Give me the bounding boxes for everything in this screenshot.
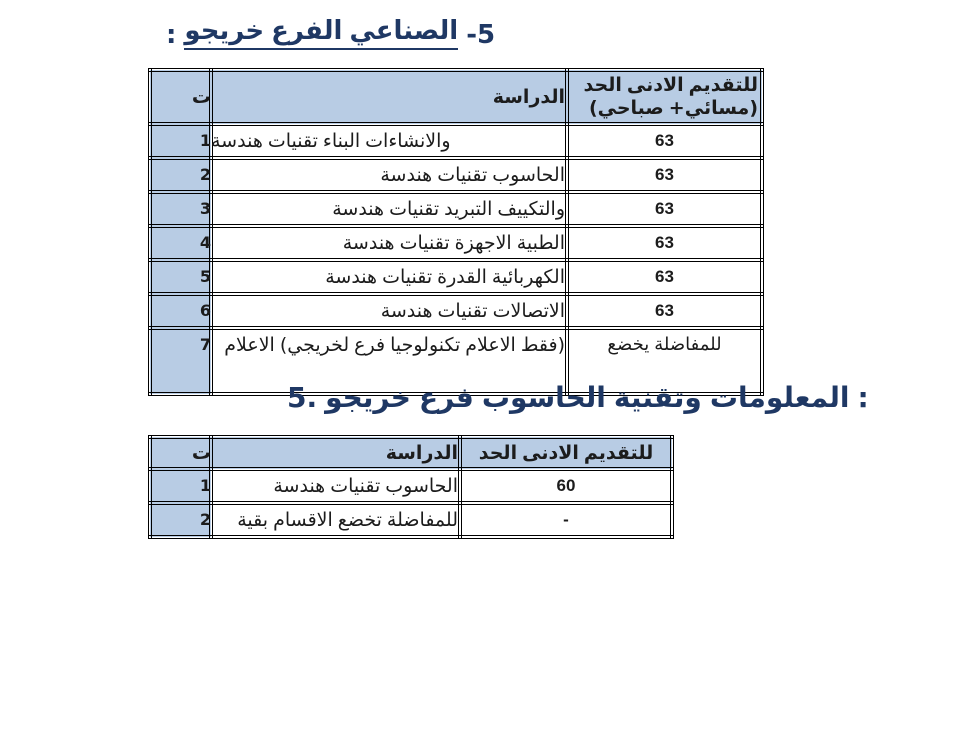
cell-no: 1 xyxy=(150,469,211,503)
cell-study: هندسة تقنيات التبريد والتكييف xyxy=(211,192,567,226)
cell-minimum: 63 xyxy=(567,294,762,328)
header-minimum-line2: (صباحي +مسائي) xyxy=(588,97,758,119)
table-row xyxy=(150,260,762,294)
cell-minimum: 63 xyxy=(567,226,762,260)
title-colon: : xyxy=(857,381,869,414)
cell-no: 2 xyxy=(150,158,211,192)
header-minimum-line1: الحد الادنى للتقديم xyxy=(583,74,758,96)
title-colon: : xyxy=(166,20,177,50)
minimum-grades-table-computer-it xyxy=(148,435,674,539)
cell-no: 5 xyxy=(150,260,211,294)
cell-study: هندسة تقنيات الحاسوب xyxy=(211,158,567,192)
header-minimum xyxy=(567,70,762,124)
cell-no: 2 xyxy=(150,503,211,537)
cell-minimum: 60 xyxy=(460,469,672,503)
minimum-grades-table-industrial xyxy=(148,68,764,396)
section-title-computer-it xyxy=(287,381,869,414)
cell-no: 1 xyxy=(150,124,211,158)
header-no: ت xyxy=(150,437,211,469)
cell-minimum: يخضع للمفاضلة xyxy=(567,328,762,394)
cell-minimum: 63 xyxy=(567,192,762,226)
cell-minimum: - xyxy=(460,503,672,537)
table-row xyxy=(150,192,762,226)
table-header-row xyxy=(150,70,762,124)
cell-minimum: 63 xyxy=(567,158,762,192)
title-text-computer-it: خريجو فرع الحاسوب وتقنية المعلومات xyxy=(325,381,850,414)
header-no: ت xyxy=(150,70,211,124)
cell-study: هندسة تقنيات الحاسوب xyxy=(211,469,460,503)
table-row xyxy=(150,503,672,537)
title-text-industrial: خريجو الفرع الصناعي xyxy=(184,16,458,50)
table-row xyxy=(150,124,762,158)
title-number: -5 xyxy=(466,20,496,50)
cell-no: 3 xyxy=(150,192,211,226)
table-row xyxy=(150,294,762,328)
table-row xyxy=(150,226,762,260)
table-row xyxy=(150,469,672,503)
cell-study: هندسة تقنيات الاجهزة الطبية xyxy=(211,226,567,260)
table-row xyxy=(150,158,762,192)
header-minimum: الحد الادنى للتقديم xyxy=(460,437,672,469)
section-title-industrial xyxy=(166,16,495,50)
cell-no: 6 xyxy=(150,294,211,328)
cell-no: 7 xyxy=(150,328,211,394)
cell-minimum: 63 xyxy=(567,260,762,294)
cell-study: هندسة تقنيات البناء والانشاءات xyxy=(211,124,567,158)
cell-study: هندسة تقنيات الاتصالات xyxy=(211,294,567,328)
table-header-row xyxy=(150,437,672,469)
cell-study: هندسة تقنيات القدرة الكهربائية xyxy=(211,260,567,294)
cell-study: بقية الاقسام تخضع للمفاضلة xyxy=(211,503,460,537)
cell-study: الاعلام (لخريجي فرع تكنولوجيا الاعلام فقط) xyxy=(211,328,567,394)
header-study: الدراسة xyxy=(211,70,567,124)
cell-minimum: 63 xyxy=(567,124,762,158)
cell-no: 4 xyxy=(150,226,211,260)
title-number: 5. xyxy=(287,381,318,414)
header-study: الدراسة xyxy=(211,437,460,469)
